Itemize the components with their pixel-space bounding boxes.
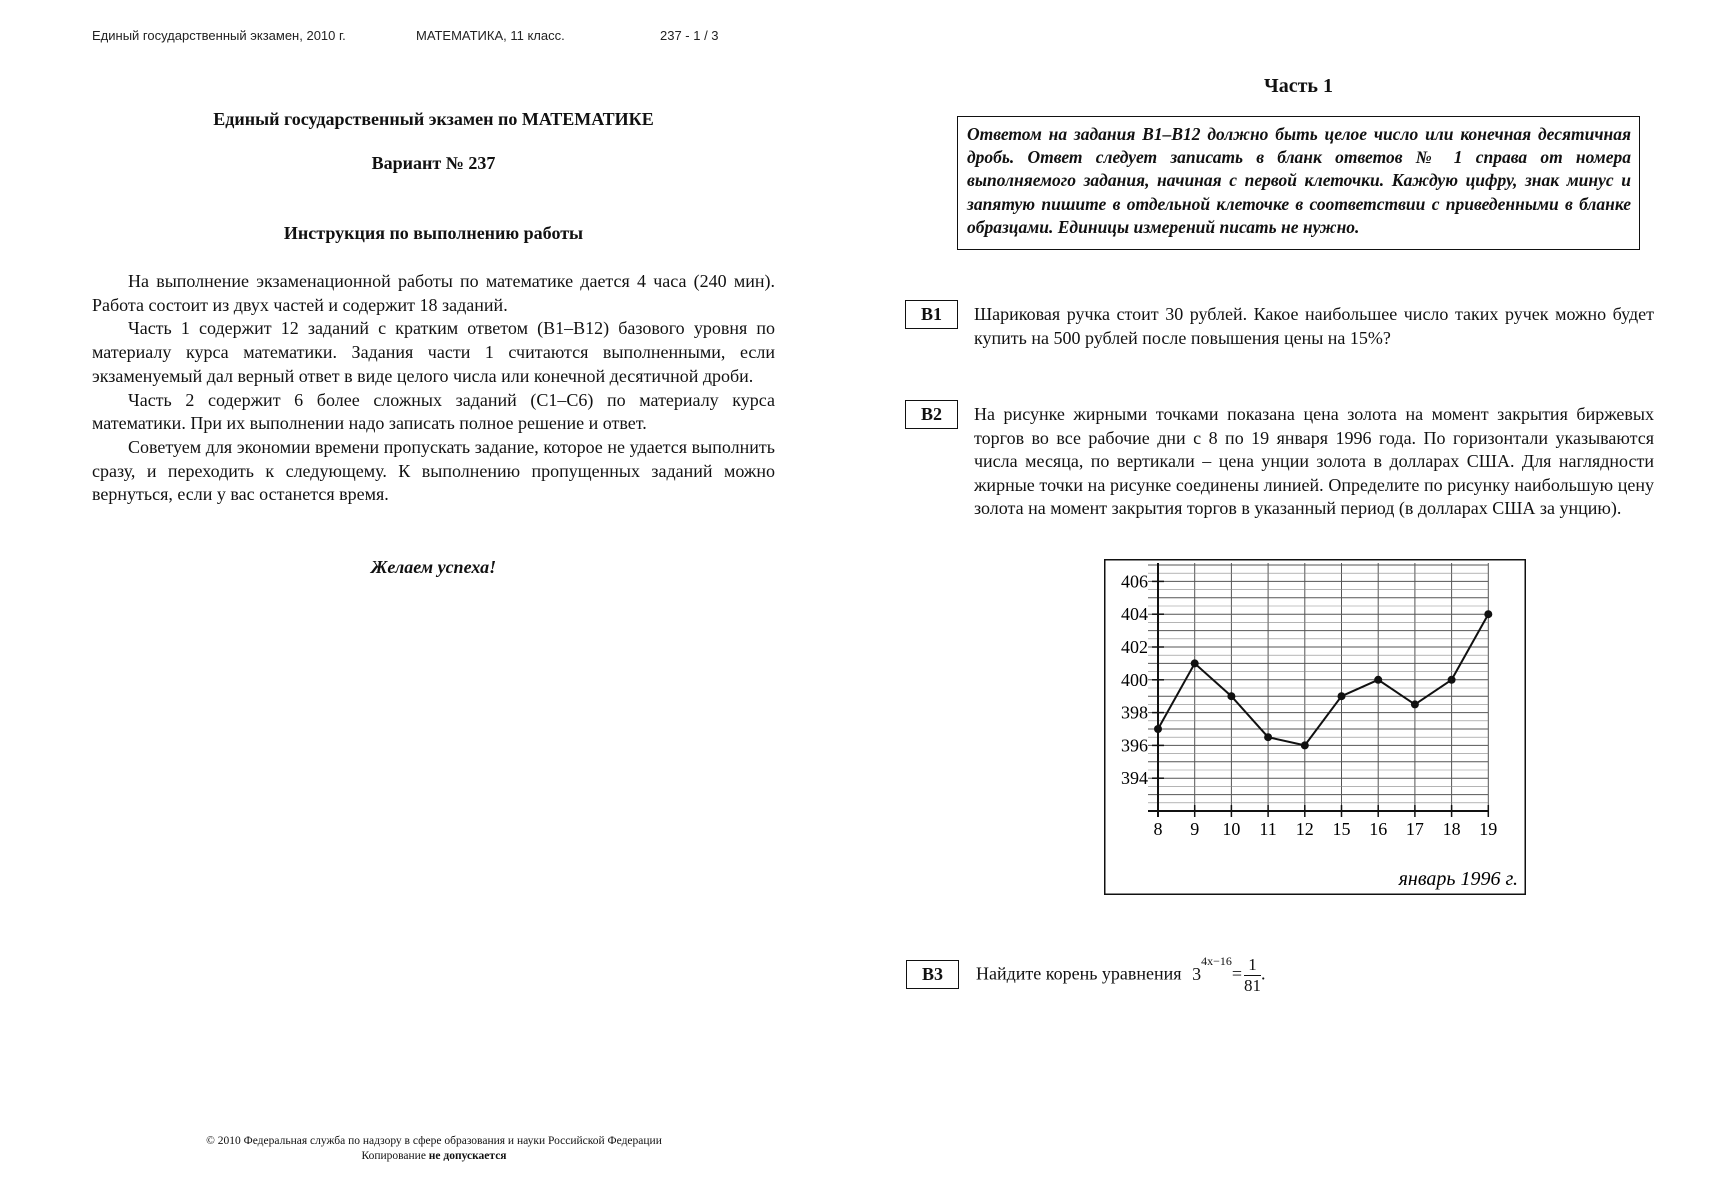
equation-exponent: 4x−16 [1201,953,1232,968]
part-title: Часть 1 [1264,75,1333,97]
y-tick-label: 400 [1121,669,1148,690]
variant-title: Вариант № 237 [371,153,496,173]
fraction-numerator: 1 [1244,955,1261,976]
data-point [1374,676,1382,684]
header-exam: Единый государственный экзамен, 2010 г. [92,28,346,43]
x-axis-label: январь 1996 г. [1398,868,1518,890]
copyright-line-2 [0,1149,868,1164]
exam-title: Единый государственный экзамен по МАТЕМАТИКЕ [213,109,654,129]
data-point [1264,733,1272,741]
x-tick-label: 17 [1405,819,1424,839]
task-label-b3: В3 [906,960,959,989]
y-tick-label: 398 [1121,702,1148,723]
data-point [1191,659,1199,667]
task-b3-prefix: Найдите корень уравнения [976,963,1182,984]
x-tick-label: 15 [1332,819,1351,839]
data-point [1448,676,1456,684]
y-tick-label: 396 [1121,735,1148,756]
header-subject: МАТЕМАТИКА, 11 класс. [416,28,565,43]
task-text: На рисунке жирными точками показана цена золота на момент закрытия биржевых торгов во все рабочие дни с 8 по 19 января 1996 года. По горизонтали указываются числа месяца, по вертикали – цена унции золота в долларах США. Для наглядности жирные точки на рисунке соединены линией. Определите по рисунку наибольшую цену золота на момент закрытия торгов в указанный период (в долларах США за унцию). [974,404,1654,518]
equation-end: . [1261,963,1266,984]
instruction-title: Инструкция по выполнению работы [283,223,584,243]
x-tick-label: 16 [1369,819,1388,839]
answer-notice-box: Ответом на задания В1–В12 должно быть целое число или конечная десятичная дробь. Ответ следует записать в бланк ответов № 1 справа от номера выполняемого задания, начиная с первой клеточки. Каждую цифру, знак минус и запятую пишите в отдельной клеточке в соответствии с приведенными в бланке образцами. Единицы измерений писать не нужно. [957,116,1640,250]
data-point [1227,692,1235,700]
data-point [1301,741,1309,749]
y-tick-label: 394 [1121,768,1148,789]
instruction-paragraph: Часть 1 содержит 12 заданий с кратким ответом (В1–В12) базового уровня по материалу курса математики. Задания части 1 считаются выполненными, если экзаменуемый дал верный ответ в виде целого числа или конечной десятичной дроби. [92,318,775,386]
data-point [1411,700,1419,708]
x-tick-label: 10 [1222,819,1241,839]
task-b3-text [976,955,1266,996]
chart-frame [1105,560,1526,895]
task-label-b1: В1 [905,300,958,329]
copyright-prefix: Копирование [361,1150,429,1162]
task-text: Шариковая ручка стоит 30 рублей. Какое наибольшее число таких ручек можно будет купить на 500 рублей после повышения цены на 15%? [974,304,1654,348]
y-tick-label: 406 [1121,571,1148,592]
gold-price-chart [1104,559,1526,895]
data-point [1484,610,1492,618]
x-tick-label: 9 [1190,819,1200,839]
instruction-text [92,270,775,507]
x-tick-label: 18 [1442,819,1461,839]
equation-base: 3 [1192,963,1202,984]
instruction-paragraph: Советуем для экономии времени пропускать задание, которое не удается выполнить сразу, и переходить к следующему. К выполнению пропущенных заданий можно вернуться, если у вас останется время. [92,436,775,505]
instruction-paragraph: Часть 2 содержит 6 более сложных заданий (С1–С6) по материалу курса математики. При их выполнении надо записать полное решение и ответ. [92,389,775,434]
x-tick-label: 19 [1479,819,1498,839]
copyright [0,1134,868,1164]
copyright-line: © 2010 Федеральная служба по надзору в сфере образования и науки Российской Федерации [206,1135,662,1147]
task-b1-text [974,303,1654,350]
task-b2-text [974,403,1654,521]
equation-fraction [1244,955,1261,996]
fraction-denominator: 81 [1244,976,1262,995]
equation-equals: = [1231,963,1243,984]
data-point [1154,725,1162,733]
x-tick-label: 12 [1295,819,1314,839]
instruction-paragraph: На выполнение экзаменационной работы по математике дается 4 часа (240 мин). Работа состоит из двух частей и содержит 18 заданий. [92,271,775,315]
x-tick-label: 8 [1153,819,1163,839]
header-page: 237 - 1 / 3 [660,28,719,43]
wish-text: Желаем успеха! [370,557,497,577]
x-tick-label: 11 [1259,819,1277,839]
data-point [1338,692,1346,700]
y-tick-label: 402 [1121,637,1148,657]
task-label-b2: В2 [905,400,958,429]
y-tick-label: 404 [1121,604,1148,625]
copyright-bold: не допускается [428,1150,507,1162]
